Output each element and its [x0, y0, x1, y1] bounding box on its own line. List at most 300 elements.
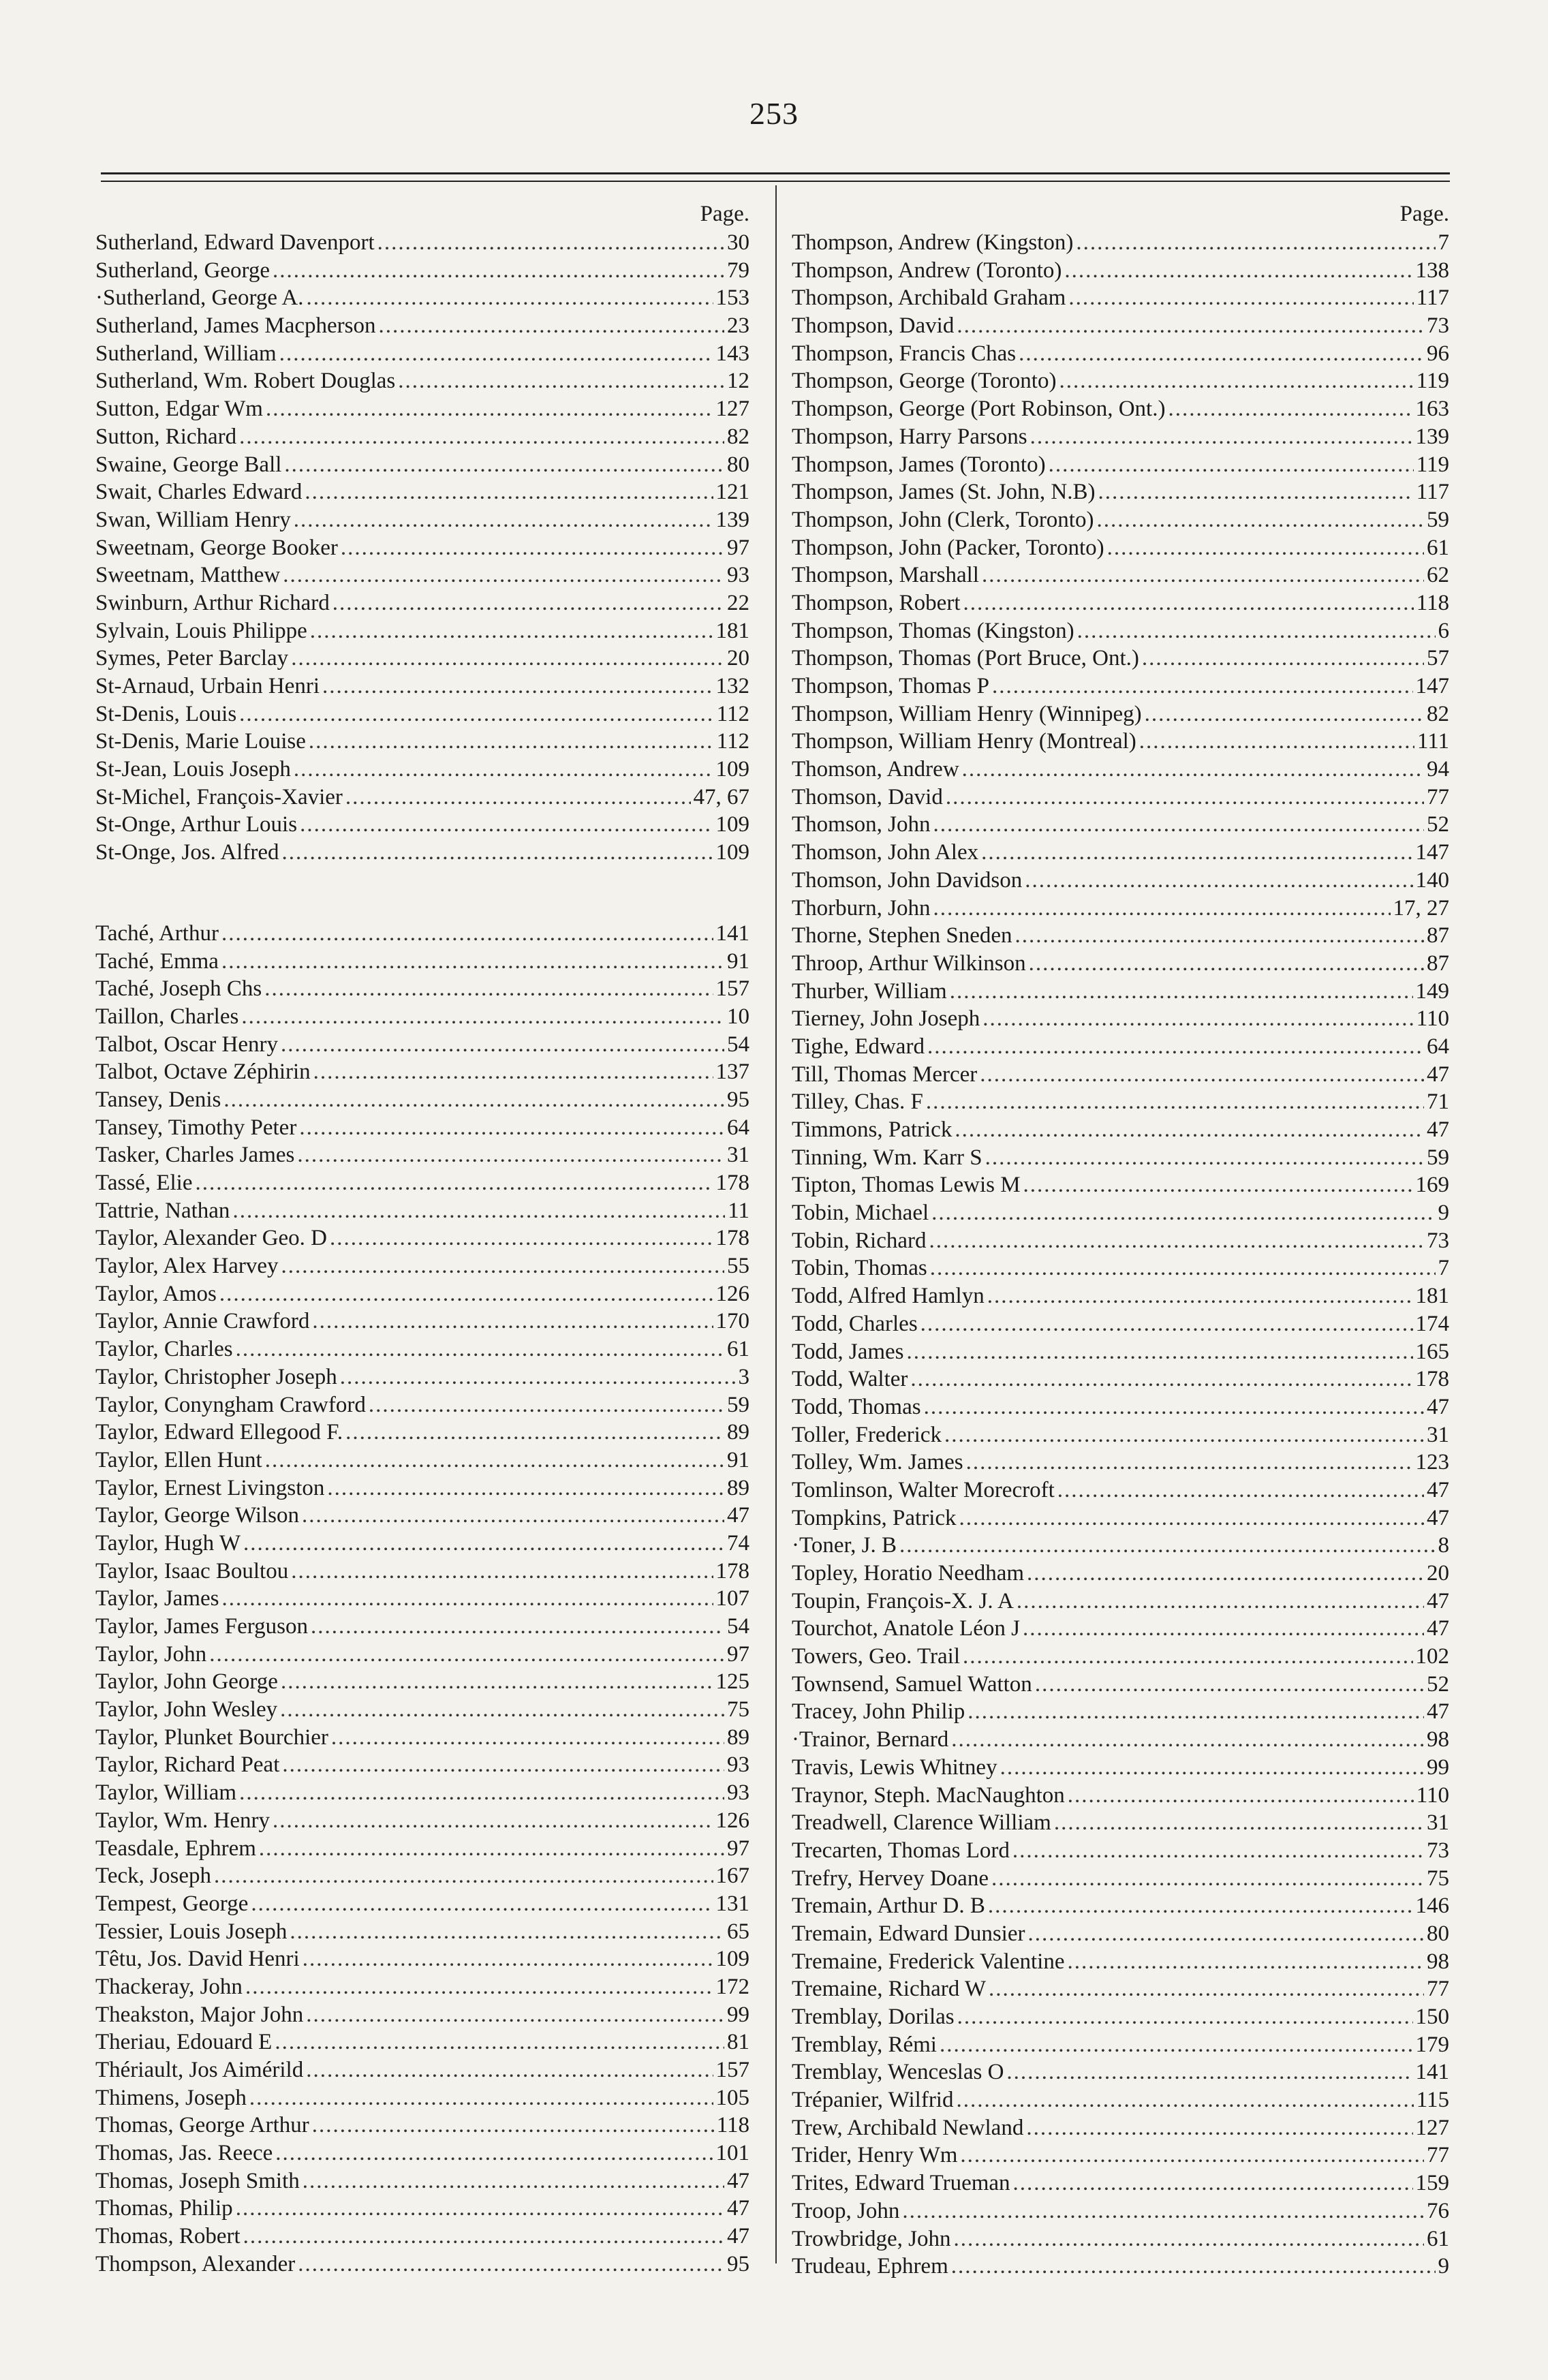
index-entry	[95, 1724, 749, 1752]
entry-name: Tremaine, Richard W	[792, 1977, 987, 2002]
dot-leader	[281, 1031, 724, 1059]
index-entry	[792, 1532, 1449, 1560]
entry-page: 149	[1415, 978, 1449, 1004]
index-entry	[95, 423, 749, 451]
dot-leader	[284, 451, 724, 479]
index-entry	[95, 700, 749, 728]
entry-name: Tipton, Thomas Lewis M	[792, 1173, 1021, 1198]
entry-page: 105	[715, 2085, 749, 2110]
index-entry	[95, 1447, 749, 1474]
index-entry	[792, 673, 1449, 700]
entry-name: Todd, Charles	[792, 1311, 918, 1336]
entry-page: 97	[727, 1836, 749, 1861]
dot-leader	[1027, 1560, 1424, 1588]
index-entry	[95, 673, 749, 700]
dot-leader	[957, 2003, 1413, 2031]
index-entry	[95, 1031, 749, 1059]
left-column	[95, 199, 749, 2278]
index-entry	[95, 1252, 749, 1280]
dot-leader	[340, 1363, 736, 1391]
index-entry	[792, 839, 1449, 867]
dot-leader	[1145, 700, 1424, 728]
entry-page: 31	[1427, 1422, 1449, 1447]
entry-name: Tremblay, Rémi	[792, 2032, 937, 2057]
left-column-header: Page.	[700, 202, 749, 226]
index-entry	[95, 1807, 749, 1835]
entry-page: 3	[738, 1364, 749, 1389]
index-entry	[792, 1504, 1449, 1532]
index-entry	[792, 1365, 1449, 1393]
entry-page: 98	[1427, 1949, 1449, 1974]
index-entry	[792, 1477, 1449, 1504]
entry-name: Swinburn, Arthur Richard	[95, 590, 330, 615]
entry-page: 169	[1415, 1173, 1449, 1198]
dot-leader	[1029, 950, 1424, 978]
right-entries	[792, 229, 1449, 2281]
entry-page: 31	[1427, 1810, 1449, 1836]
entry-name: Tourchot, Anatole Léon J	[792, 1616, 1020, 1641]
dot-leader	[982, 561, 1424, 589]
dot-leader	[1076, 229, 1435, 257]
index-entry	[95, 2195, 749, 2223]
dot-leader	[956, 2086, 1413, 2114]
dot-leader	[940, 2031, 1413, 2059]
entry-page: 62	[1427, 563, 1449, 588]
dot-leader	[1023, 1171, 1413, 1199]
index-entry	[95, 1696, 749, 1724]
entry-page: 77	[1427, 1977, 1449, 2002]
index-entry	[95, 1945, 749, 1973]
index-entry	[792, 506, 1449, 534]
entry-page: 82	[1427, 701, 1449, 726]
dot-leader	[910, 1365, 1412, 1393]
dot-leader	[282, 1751, 724, 1779]
dot-leader	[219, 1280, 713, 1308]
index-entry	[792, 811, 1449, 839]
entry-page: 55	[727, 1254, 749, 1279]
entry-page: 96	[1427, 341, 1449, 366]
dot-leader	[291, 645, 724, 673]
dot-leader	[311, 1613, 724, 1641]
entry-name: Tassé, Elie	[95, 1171, 193, 1195]
right-column	[792, 199, 1449, 2281]
index-entry	[95, 1918, 749, 1946]
dot-leader	[307, 284, 713, 312]
entry-name: Thackeray, John	[95, 1974, 243, 1999]
dot-leader	[985, 1144, 1424, 1172]
left-entries-t	[95, 920, 749, 2278]
index-entry	[95, 561, 749, 589]
index-entry	[792, 895, 1449, 923]
index-entry	[792, 451, 1449, 479]
dot-leader	[327, 1474, 724, 1502]
dot-leader	[251, 1890, 713, 1918]
dot-leader	[962, 756, 1424, 784]
index-entry	[792, 395, 1449, 423]
entry-name: Taché, Joseph Chs	[95, 976, 262, 1002]
entry-page: 54	[727, 1032, 749, 1057]
entry-page: 61	[727, 1337, 749, 1362]
entry-name: Thompson, Archibald Graham	[792, 285, 1066, 311]
index-entry	[95, 1003, 749, 1031]
index-entry	[792, 2142, 1449, 2169]
entry-name: Tighe, Edward	[792, 1034, 925, 1059]
index-entry	[792, 1421, 1449, 1449]
dot-leader	[929, 1227, 1424, 1255]
index-entry	[792, 367, 1449, 395]
entry-page: 11	[728, 1198, 749, 1223]
index-entry	[95, 1973, 749, 2001]
index-entry	[792, 1338, 1449, 1366]
entry-name: Taylor, John Wesley	[95, 1697, 278, 1722]
entry-page: 79	[727, 258, 749, 283]
index-entry	[792, 950, 1449, 978]
entry-name: Toupin, François-X. J. A	[792, 1588, 1014, 1613]
entry-page: 7	[1438, 1256, 1449, 1281]
index-entry	[95, 395, 749, 423]
entry-page: 80	[1427, 1921, 1449, 1946]
dot-leader	[322, 673, 713, 700]
entry-name: Todd, James	[792, 1339, 904, 1364]
dot-leader	[291, 1558, 713, 1586]
entry-name: Taché, Emma	[95, 948, 219, 974]
entry-page: 121	[715, 480, 749, 505]
entry-name: Taylor, George Wilson	[95, 1503, 300, 1528]
dot-leader	[283, 561, 724, 589]
index-entry	[792, 1254, 1449, 1282]
index-entry	[95, 1751, 749, 1779]
entry-name: Symes, Peter Barclay	[95, 646, 289, 671]
index-entry	[95, 1474, 749, 1502]
entry-name: Swait, Charles Edward	[95, 480, 303, 505]
dot-leader	[1068, 284, 1413, 312]
dot-leader	[1068, 1782, 1414, 1810]
index-entry	[792, 1726, 1449, 1754]
dot-leader	[1006, 2058, 1412, 2086]
entry-name: Trépanier, Wilfrid	[792, 2088, 954, 2113]
dot-leader	[1026, 2114, 1412, 2142]
entry-page: 181	[715, 618, 749, 643]
entry-page: 77	[1427, 784, 1449, 809]
entry-name: Taché, Arthur	[95, 921, 219, 946]
column-divider	[775, 185, 777, 2263]
entry-name: Troop, John	[792, 2198, 900, 2223]
dot-leader	[1012, 1837, 1424, 1865]
entry-page: 117	[1416, 285, 1449, 311]
entry-page: 179	[1415, 2032, 1449, 2057]
entry-page: 181	[1415, 1284, 1449, 1309]
entry-name: St-Denis, Marie Louise	[95, 729, 306, 754]
dot-leader	[1054, 1809, 1424, 1837]
entry-page: 87	[1427, 951, 1449, 976]
entry-page: 75	[727, 1697, 749, 1722]
entry-page: 89	[727, 1725, 749, 1750]
dot-leader	[1015, 922, 1424, 950]
dot-leader	[1139, 728, 1414, 756]
index-entry	[792, 1199, 1449, 1227]
entry-name: Thompson, James (Toronto)	[792, 452, 1046, 477]
index-entry	[95, 1391, 749, 1419]
entry-page: 61	[1427, 535, 1449, 560]
dot-leader	[294, 506, 713, 534]
entry-page: 95	[727, 2251, 749, 2276]
entry-name: Trudeau, Ephrem	[792, 2254, 948, 2279]
entry-name: St-Arnaud, Urbain Henri	[95, 674, 320, 698]
index-entry	[95, 756, 749, 784]
index-entry	[95, 1835, 749, 1863]
index-entry	[95, 1613, 749, 1641]
entry-name: Thompson, Andrew (Kingston)	[792, 230, 1074, 255]
dot-leader	[273, 257, 724, 285]
entry-name: Trefry, Hervey Doane	[792, 1866, 989, 1891]
entry-name: Thompson, James (St. John, N.B)	[792, 480, 1096, 505]
entry-page: 157	[715, 976, 749, 1002]
index-entry	[792, 978, 1449, 1006]
index-entry	[792, 1116, 1449, 1144]
index-entry	[95, 839, 749, 867]
entry-page: 74	[727, 1530, 749, 1556]
entry-name: Trew, Archibald Newland	[792, 2115, 1024, 2140]
entry-page: 8	[1438, 1533, 1449, 1558]
index-entry	[95, 1308, 749, 1335]
index-entry	[792, 728, 1449, 756]
dot-leader	[953, 2225, 1424, 2253]
entry-page: 110	[1416, 1006, 1449, 1032]
dot-leader	[264, 975, 713, 1003]
entry-name: Trowbridge, John	[792, 2226, 951, 2251]
entry-name: Taylor, Alex Harvey	[95, 1254, 279, 1279]
dot-leader	[982, 1005, 1413, 1033]
entry-page: 117	[1416, 480, 1449, 505]
entry-name: Tobin, Thomas	[792, 1256, 927, 1281]
entry-page: 167	[715, 1864, 749, 1889]
entry-name: Todd, Walter	[792, 1367, 908, 1392]
entry-name: Taylor, John	[95, 1641, 207, 1667]
index-entry	[95, 784, 749, 812]
index-entry	[792, 617, 1449, 645]
dot-leader	[1023, 1615, 1424, 1643]
dot-leader	[950, 978, 1413, 1006]
index-entry	[792, 1227, 1449, 1255]
left-entries-s	[95, 229, 749, 867]
index-entry	[95, 1169, 749, 1197]
dot-leader	[933, 895, 1390, 923]
index-entry	[792, 284, 1449, 312]
entry-page: 81	[727, 2030, 749, 2055]
entry-name: Thomas, Philip	[95, 2196, 233, 2221]
entry-page: 178	[715, 1226, 749, 1251]
entry-page: 165	[1415, 1339, 1449, 1364]
dot-leader	[966, 1449, 1413, 1477]
entry-name: Tessier, Louis Joseph	[95, 1919, 288, 1944]
index-entry	[792, 340, 1449, 368]
entry-name: Tobin, Richard	[792, 1228, 927, 1253]
entry-page: 174	[1415, 1311, 1449, 1336]
index-entry	[792, 1144, 1449, 1172]
entry-page: 89	[727, 1475, 749, 1500]
entry-name: Trider, Henry Wm	[792, 2143, 958, 2168]
index-entry	[95, 1280, 749, 1308]
index-entry	[95, 1585, 749, 1613]
dot-leader	[281, 1668, 713, 1696]
dot-leader	[398, 367, 724, 395]
entry-name: St-Jean, Louis Joseph	[95, 757, 291, 782]
dot-leader	[273, 1807, 713, 1835]
index-entry	[792, 1809, 1449, 1837]
entry-name: Taylor, Hugh W	[95, 1530, 241, 1556]
entry-name: Tracey, John Philip	[792, 1699, 965, 1725]
dot-leader	[930, 1254, 1436, 1282]
entry-name: Thompson, Marshall	[792, 563, 979, 588]
entry-name: Timmons, Patrick	[792, 1117, 953, 1142]
entry-name: Tremain, Arthur D. B	[792, 1894, 985, 1919]
entry-name: Taylor, Plunket Bourchier	[95, 1725, 328, 1750]
dot-leader	[330, 1224, 713, 1252]
index-entry	[792, 922, 1449, 950]
entry-page: 59	[1427, 507, 1449, 532]
entry-name: Thimens, Joseph	[95, 2085, 247, 2110]
entry-page: 52	[1427, 812, 1449, 837]
entry-name: Tansey, Timothy Peter	[95, 1115, 297, 1140]
dot-leader	[306, 2001, 724, 2029]
entry-page: 119	[1416, 452, 1449, 477]
entry-page: 64	[727, 1115, 749, 1140]
entry-name: Sutherland, James Macpherson	[95, 313, 376, 339]
dot-leader	[265, 1447, 724, 1474]
dot-leader	[959, 1504, 1424, 1532]
entry-name: Taylor, William	[95, 1780, 237, 1806]
index-entry	[95, 2028, 749, 2056]
index-entry	[95, 1141, 749, 1169]
entry-name: Taylor, Charles	[95, 1337, 233, 1362]
dot-leader	[302, 1502, 724, 1530]
dot-leader	[305, 478, 713, 506]
index-entry	[792, 756, 1449, 784]
entry-page: 118	[1416, 590, 1449, 615]
entry-page: 123	[1415, 1450, 1449, 1475]
dot-leader	[1096, 506, 1424, 534]
entry-name: Tolley, Wm. James	[792, 1450, 963, 1475]
entry-name: Tattrie, Nathan	[95, 1198, 230, 1223]
entry-page: 47, 67	[693, 784, 749, 809]
index-entry	[95, 1114, 749, 1142]
entry-page: 125	[715, 1669, 749, 1695]
entry-page: 12	[727, 369, 749, 394]
dot-leader	[312, 1308, 713, 1335]
index-entry	[792, 1449, 1449, 1477]
entry-name: Thomson, Andrew	[792, 757, 959, 782]
dot-leader	[300, 811, 713, 839]
entry-name: Tomlinson, Walter Morecroft	[792, 1477, 1055, 1502]
entry-name: Townsend, Samuel Watton	[792, 1671, 1032, 1697]
dot-leader	[987, 1282, 1413, 1310]
dot-leader	[241, 1003, 724, 1031]
entry-page: 10	[727, 1004, 749, 1029]
entry-page: 6	[1438, 618, 1449, 643]
index-entry	[792, 1615, 1449, 1643]
index-entry	[95, 1086, 749, 1114]
dot-leader	[313, 1058, 713, 1086]
dot-leader	[290, 1918, 724, 1946]
entry-name: Thompson, Harry Parsons	[792, 424, 1027, 449]
index-entry	[792, 700, 1449, 728]
index-entry	[95, 284, 749, 312]
index-entry	[792, 1560, 1449, 1588]
entry-name: Taillon, Charles	[95, 1004, 239, 1029]
entry-name: Tremblay, Wenceslas O	[792, 2060, 1004, 2085]
entry-page: 178	[715, 1558, 749, 1583]
entry-name: Teasdale, Ephrem	[95, 1836, 256, 1861]
entry-name: Tremaine, Frederick Valentine	[792, 1949, 1065, 1974]
dot-leader	[1030, 423, 1413, 451]
dot-leader	[309, 728, 714, 756]
index-entry	[792, 478, 1449, 506]
entry-name: Swan, William Henry	[95, 507, 291, 532]
entry-page: 47	[727, 2168, 749, 2193]
entry-name: Thompson, John (Packer, Toronto)	[792, 535, 1104, 560]
entry-name: St-Michel, François-Xavier	[95, 784, 343, 809]
entry-name: Taylor, John George	[95, 1669, 278, 1695]
index-entry	[95, 229, 749, 257]
dot-leader	[980, 1061, 1424, 1089]
entry-name: Thompson, William Henry (Montreal)	[792, 729, 1136, 754]
entry-page: 110	[1416, 1782, 1449, 1808]
entry-page: 77	[1427, 2143, 1449, 2168]
entry-name: Thompson, George (Port Robinson, Ont.)	[792, 397, 1166, 422]
entry-page: 97	[727, 535, 749, 560]
index-entry	[792, 2031, 1449, 2059]
entry-name: Thomas, Joseph Smith	[95, 2168, 300, 2193]
entry-name: Thomson, John	[792, 812, 931, 837]
index-entry	[792, 1865, 1449, 1893]
top-rule	[101, 172, 1450, 174]
entry-name: Tobin, Michael	[792, 1201, 929, 1226]
entry-page: 20	[1427, 1561, 1449, 1586]
entry-name: Talbot, Oscar Henry	[95, 1032, 279, 1057]
dot-leader	[259, 1835, 724, 1863]
dot-leader	[236, 2195, 724, 2223]
entry-name: Throop, Arthur Wilkinson	[792, 951, 1026, 976]
dot-leader	[1077, 617, 1436, 645]
entry-page: 126	[715, 1808, 749, 1833]
index-entry	[792, 1005, 1449, 1033]
index-entry	[95, 451, 749, 479]
entry-name: St-Denis, Louis	[95, 701, 237, 726]
dot-leader	[899, 1532, 1435, 1560]
entry-page: 153	[715, 285, 749, 311]
entry-page: 47	[727, 2224, 749, 2249]
entry-page: 7	[1438, 230, 1449, 255]
index-entry	[95, 920, 749, 948]
entry-page: 9	[1438, 2254, 1449, 2279]
dot-leader	[981, 839, 1412, 867]
entry-name: Toller, Frederick	[792, 1422, 942, 1447]
index-entry	[95, 1197, 749, 1225]
entry-name: Thurber, William	[792, 978, 947, 1004]
entry-page: 170	[715, 1309, 749, 1334]
entry-name: Thomas, Robert	[95, 2224, 241, 2249]
entry-page: 47	[1427, 1505, 1449, 1530]
entry-page: 109	[715, 1947, 749, 1972]
index-entry	[792, 1033, 1449, 1061]
dot-leader	[1017, 1588, 1424, 1616]
entry-name: Trites, Edward Trueman	[792, 2171, 1010, 2196]
dot-leader	[1142, 645, 1424, 673]
entry-page: 76	[1427, 2198, 1449, 2223]
entry-page: 75	[1427, 1866, 1449, 1891]
dot-leader	[1168, 395, 1412, 423]
dot-leader	[281, 839, 713, 867]
